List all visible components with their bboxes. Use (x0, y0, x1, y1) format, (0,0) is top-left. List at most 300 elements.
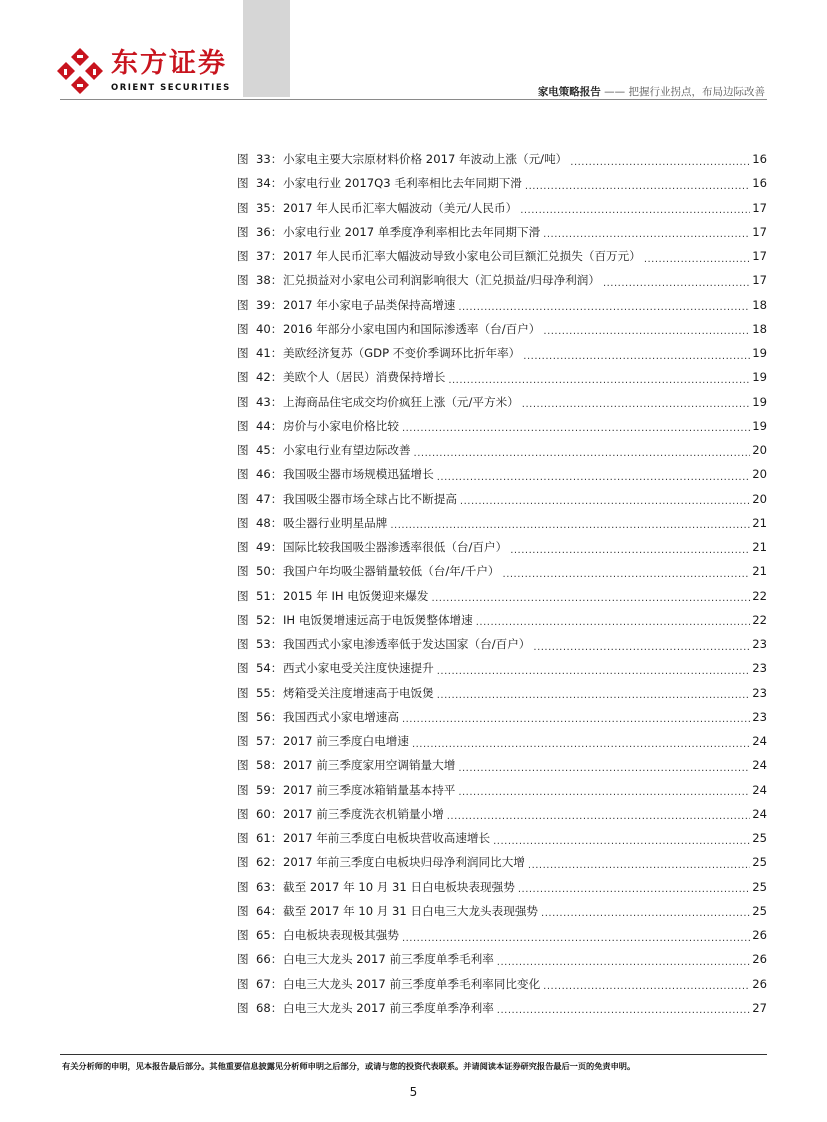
figure-prefix: 图 (237, 515, 249, 530)
figure-page: 24 (752, 806, 767, 821)
toc-entry[interactable] (237, 875, 767, 899)
figure-title: 美欧个人（居民）消费保持增长 (283, 370, 446, 385)
figure-colon: ： (270, 758, 283, 773)
figure-number: 56 (255, 709, 271, 724)
toc-entry[interactable] (237, 753, 767, 777)
figure-title: 小家电行业有望边际改善 (283, 443, 411, 458)
toc-entry[interactable] (237, 972, 767, 996)
figure-prefix: 图 (237, 637, 249, 652)
figure-number: 68 (255, 1000, 271, 1015)
figure-title: 汇兑损益对小家电公司利润影响很大（汇兑损益/归母净利润） (283, 273, 600, 288)
figure-prefix: 图 (237, 588, 249, 603)
dot-leader (510, 542, 750, 555)
figure-title: 西式小家电受关注度快速提升 (283, 661, 434, 676)
brand-logo (55, 46, 230, 96)
figure-colon: ： (270, 661, 283, 676)
figure-number: 62 (255, 855, 271, 870)
figure-spacer (249, 783, 256, 797)
figure-prefix: 图 (237, 564, 249, 579)
toc-entry[interactable] (237, 341, 767, 365)
dot-leader (543, 226, 750, 239)
figure-prefix: 图 (237, 734, 249, 749)
figure-number: 63 (255, 879, 271, 894)
figure-label (237, 588, 283, 604)
figure-prefix: 图 (237, 176, 249, 191)
figure-page: 22 (752, 612, 767, 627)
dot-leader (570, 154, 750, 167)
brand-name-cn: 东方证券 (111, 48, 227, 79)
figure-colon: ： (270, 734, 283, 749)
figure-colon: ： (270, 176, 283, 191)
header-separator: —— (604, 86, 626, 98)
figure-spacer (249, 758, 256, 772)
figure-spacer (249, 322, 256, 336)
figure-colon: ： (270, 467, 283, 482)
figure-colon: ： (270, 709, 283, 724)
toc-entry[interactable] (237, 681, 767, 705)
figure-prefix: 图 (237, 952, 249, 967)
figure-title: 2017 前三季度白电增速 (283, 734, 409, 749)
toc-entry[interactable] (237, 778, 767, 802)
figure-colon: ： (270, 782, 283, 797)
dot-leader (476, 614, 751, 627)
figure-page: 17 (752, 224, 767, 239)
figure-label (237, 321, 283, 337)
figure-prefix: 图 (237, 855, 249, 870)
figure-number: 60 (255, 806, 271, 821)
figure-spacer (249, 904, 256, 918)
figure-page: 23 (752, 709, 767, 724)
figure-number: 41 (255, 346, 271, 361)
figure-title: 截至 2017 年 10 月 31 日白电三大龙头表现强势 (283, 903, 539, 918)
toc-entry[interactable] (237, 608, 767, 632)
figure-colon: ： (270, 1000, 283, 1015)
figure-colon: ： (270, 637, 283, 652)
figure-colon: ： (270, 903, 283, 918)
figure-label (237, 491, 283, 507)
figure-colon: ： (270, 588, 283, 603)
dot-leader (402, 420, 750, 433)
toc-entry[interactable] (237, 147, 767, 171)
figure-title: 我国户年均吸尘器销量较低（台/年/千户） (283, 564, 500, 579)
figure-spacer (249, 1001, 256, 1015)
figure-prefix: 图 (237, 661, 249, 676)
figure-spacer (249, 419, 256, 433)
dot-leader (402, 930, 750, 943)
figure-colon: ： (270, 831, 283, 846)
figure-prefix: 图 (237, 782, 249, 797)
figure-page: 20 (752, 491, 767, 506)
figure-label (237, 854, 283, 870)
figure-number: 49 (255, 540, 271, 555)
figure-title: 我国吸尘器市场全球占比不断提高 (283, 491, 457, 506)
figure-title: 房价与小家电价格比较 (283, 418, 399, 433)
figure-spacer (249, 540, 256, 554)
toc-entry[interactable] (237, 365, 767, 389)
figure-number: 34 (255, 176, 271, 191)
figure-spacer (249, 298, 256, 312)
toc-entry[interactable] (237, 826, 767, 850)
toc-entry[interactable] (237, 487, 767, 511)
dot-leader (541, 905, 750, 918)
figure-colon: ： (270, 952, 283, 967)
figure-title: 2017 年人民币汇率大幅波动导致小家电公司巨额汇兑损失（百万元） (283, 249, 641, 264)
figure-page: 20 (752, 443, 767, 458)
figure-spacer (249, 952, 256, 966)
figure-spacer (249, 346, 256, 360)
figure-number: 39 (255, 297, 271, 312)
figure-number: 59 (255, 782, 271, 797)
toc-entry[interactable] (237, 268, 767, 292)
figure-spacer (249, 977, 256, 991)
dot-leader (603, 275, 750, 288)
figure-page: 17 (752, 273, 767, 288)
figure-number: 40 (255, 321, 271, 336)
figure-label (237, 297, 283, 313)
toc-entry[interactable] (237, 559, 767, 583)
figure-colon: ： (270, 443, 283, 458)
page-number: 5 (409, 1085, 418, 1099)
figure-prefix: 图 (237, 443, 249, 458)
figure-prefix: 图 (237, 152, 249, 167)
toc-entry[interactable] (237, 632, 767, 656)
figure-spacer (249, 589, 256, 603)
figure-label (237, 442, 283, 458)
figure-title: 我国吸尘器市场规模迅猛增长 (283, 467, 434, 482)
footer-divider (60, 1054, 767, 1055)
figure-number: 51 (255, 588, 271, 603)
figure-spacer (249, 467, 256, 481)
figure-title: 小家电主要大宗原材料价格 2017 年波动上涨（元/吨） (283, 152, 568, 167)
toc-entry[interactable] (237, 244, 767, 268)
figure-number: 57 (255, 734, 271, 749)
figure-number: 43 (255, 394, 271, 409)
figure-page: 19 (752, 346, 767, 361)
figure-number: 47 (255, 491, 271, 506)
figure-page: 26 (752, 928, 767, 943)
toc-entry[interactable] (237, 196, 767, 220)
figure-number: 67 (255, 976, 271, 991)
figure-title: 美欧经济复苏（GDP 不变价季调环比折年率） (283, 346, 521, 361)
dot-leader (525, 178, 750, 191)
report-subtitle: 把握行业拐点，布局边际改善 (628, 86, 765, 98)
figure-prefix: 图 (237, 249, 249, 264)
figure-number: 37 (255, 249, 271, 264)
figure-title: 我国西式小家电渗透率低于发达国家（台/百户） (283, 637, 531, 652)
figure-colon: ： (270, 370, 283, 385)
figure-spacer (249, 395, 256, 409)
figure-label (237, 539, 283, 555)
toc-entry[interactable] (237, 656, 767, 680)
figure-page: 24 (752, 734, 767, 749)
dot-leader (518, 881, 750, 894)
figure-spacer (249, 734, 256, 748)
figure-colon: ： (270, 297, 283, 312)
figure-spacer (249, 152, 256, 166)
toc-entry[interactable] (237, 390, 767, 414)
dot-leader (402, 711, 750, 724)
toc-entry[interactable] (237, 996, 767, 1020)
figure-colon: ： (270, 249, 283, 264)
figure-label (237, 806, 283, 822)
orient-logo-icon (55, 46, 105, 96)
dot-leader (493, 833, 750, 846)
figure-number: 55 (255, 685, 271, 700)
figure-page: 18 (752, 297, 767, 312)
figure-label (237, 151, 283, 167)
figure-title: 2017 前三季度冰箱销量基本持平 (283, 782, 456, 797)
figure-colon: ： (270, 612, 283, 627)
dot-leader (497, 1002, 750, 1015)
report-header (538, 84, 765, 99)
figure-title: 2017 年前三季度白电板块营收高速增长 (283, 831, 491, 846)
figure-number: 36 (255, 224, 271, 239)
figure-spacer (249, 176, 256, 190)
figure-label (237, 709, 283, 725)
figure-page: 19 (752, 418, 767, 433)
figure-prefix: 图 (237, 467, 249, 482)
figure-number: 45 (255, 443, 271, 458)
figure-label (237, 175, 283, 191)
figure-page: 25 (752, 855, 767, 870)
figure-spacer (249, 564, 256, 578)
figure-title: 2017 前三季度家用空调销量大增 (283, 758, 456, 773)
dot-leader (533, 639, 750, 652)
figure-page: 27 (752, 1000, 767, 1015)
figure-spacer (249, 831, 256, 845)
figure-label (237, 224, 283, 240)
figure-prefix: 图 (237, 540, 249, 555)
figure-number: 54 (255, 661, 271, 676)
figure-spacer (249, 637, 256, 651)
figure-title: 白电三大龙头 2017 前三季度单季净利率 (283, 1000, 494, 1015)
toc-entry[interactable] (237, 438, 767, 462)
figure-colon: ： (270, 346, 283, 361)
figure-number: 52 (255, 612, 271, 627)
figure-spacer (249, 880, 256, 894)
figure-prefix: 图 (237, 709, 249, 724)
toc-entry[interactable] (237, 220, 767, 244)
figure-label (237, 466, 283, 482)
dot-leader (448, 372, 750, 385)
figure-page: 17 (752, 249, 767, 264)
figure-spacer (249, 273, 256, 287)
figure-spacer (249, 492, 256, 506)
figure-prefix: 图 (237, 928, 249, 943)
toc-entry[interactable] (237, 584, 767, 608)
dot-leader (644, 251, 750, 264)
figure-title: 2016 年部分小家电国内和国际渗透率（台/百户） (283, 321, 541, 336)
figure-colon: ： (270, 418, 283, 433)
figure-spacer (249, 686, 256, 700)
figure-title: 白电板块表现极其强势 (283, 928, 399, 943)
toc-entry[interactable] (237, 705, 767, 729)
figure-label (237, 563, 283, 579)
dot-leader (437, 687, 751, 700)
toc-entry[interactable] (237, 729, 767, 753)
figure-label (237, 200, 283, 216)
figure-prefix: 图 (237, 879, 249, 894)
figure-spacer (249, 710, 256, 724)
figure-title: 小家电行业 2017Q3 毛利率相比去年同期下滑 (283, 176, 522, 191)
toc-entry[interactable] (237, 462, 767, 486)
header-divider (60, 99, 767, 100)
figure-colon: ： (270, 273, 283, 288)
figure-prefix: 图 (237, 297, 249, 312)
figure-label (237, 879, 283, 895)
figure-number: 44 (255, 418, 271, 433)
figure-page: 24 (752, 758, 767, 773)
figure-page: 20 (752, 467, 767, 482)
dot-leader (528, 857, 750, 870)
figure-label (237, 369, 283, 385)
figure-number: 66 (255, 952, 271, 967)
figure-number: 58 (255, 758, 271, 773)
figure-prefix: 图 (237, 321, 249, 336)
figure-spacer (249, 613, 256, 627)
report-type: 家电策略报告 (537, 86, 601, 98)
toc-entry[interactable] (237, 802, 767, 826)
figure-page: 25 (752, 831, 767, 846)
figure-label (237, 394, 283, 410)
figure-page: 23 (752, 637, 767, 652)
figure-number: 53 (255, 637, 271, 652)
figure-label (237, 418, 283, 434)
toc-entry[interactable] (237, 171, 767, 195)
figure-label (237, 248, 283, 264)
figure-title: 吸尘器行业明星品牌 (283, 515, 388, 530)
dot-leader (437, 469, 751, 482)
figure-prefix: 图 (237, 200, 249, 215)
figure-title: 白电三大龙头 2017 前三季度单季毛利率同比变化 (283, 976, 541, 991)
figure-spacer (249, 807, 256, 821)
figure-number: 35 (255, 200, 271, 215)
dot-leader (520, 202, 750, 215)
dot-leader (458, 299, 750, 312)
figure-title: 上海商品住宅成交均价疯狂上涨（元/平方米） (283, 394, 519, 409)
dot-leader (437, 663, 751, 676)
figure-title: 小家电行业 2017 单季度净利率相比去年同期下滑 (283, 224, 541, 239)
figure-list (237, 147, 767, 1020)
figure-prefix: 图 (237, 758, 249, 773)
figure-page: 21 (752, 515, 767, 530)
toc-entry[interactable] (237, 535, 767, 559)
figure-prefix: 图 (237, 831, 249, 846)
figure-spacer (249, 661, 256, 675)
toc-entry[interactable] (237, 317, 767, 341)
figure-colon: ： (270, 491, 283, 506)
figure-number: 50 (255, 564, 271, 579)
figure-prefix: 图 (237, 394, 249, 409)
figure-colon: ： (270, 515, 283, 530)
dot-leader (523, 348, 750, 361)
figure-title: IH 电饭煲增速远高于电饭煲整体增速 (283, 612, 473, 627)
figure-title: 截至 2017 年 10 月 31 日白电板块表现强势 (283, 879, 515, 894)
figure-label (237, 927, 283, 943)
figure-spacer (249, 225, 256, 239)
dot-leader (543, 978, 750, 991)
figure-label (237, 612, 283, 628)
toc-entry[interactable] (237, 947, 767, 971)
figure-page: 23 (752, 661, 767, 676)
figure-spacer (249, 201, 256, 215)
figure-title: 2017 前三季度洗衣机销量小增 (283, 806, 444, 821)
figure-number: 33 (255, 152, 271, 167)
figure-label (237, 685, 283, 701)
figure-spacer (249, 928, 256, 942)
figure-page: 18 (752, 321, 767, 336)
figure-title: 2017 年前三季度白电板块归母净利润同比大增 (283, 855, 525, 870)
figure-label (237, 636, 283, 652)
figure-colon: ： (270, 855, 283, 870)
toc-entry[interactable] (237, 850, 767, 874)
figure-page: 19 (752, 370, 767, 385)
toc-entry[interactable] (237, 511, 767, 535)
figure-colon: ： (270, 540, 283, 555)
figure-colon: ： (270, 200, 283, 215)
toc-entry[interactable] (237, 293, 767, 317)
toc-entry[interactable] (237, 899, 767, 923)
figure-number: 48 (255, 515, 271, 530)
figure-label (237, 515, 283, 531)
figure-label (237, 951, 283, 967)
dot-leader (503, 566, 751, 579)
figure-number: 42 (255, 370, 271, 385)
figure-colon: ： (270, 806, 283, 821)
figure-page: 21 (752, 540, 767, 555)
header-decor-bar (243, 0, 290, 97)
figure-page: 26 (752, 952, 767, 967)
figure-label (237, 1000, 283, 1016)
figure-page: 23 (752, 685, 767, 700)
figure-colon: ： (270, 879, 283, 894)
figure-prefix: 图 (237, 273, 249, 288)
figure-spacer (249, 516, 256, 530)
figure-prefix: 图 (237, 418, 249, 433)
figure-colon: ： (270, 224, 283, 239)
figure-colon: ： (270, 685, 283, 700)
dot-leader (447, 808, 751, 821)
figure-spacer (249, 855, 256, 869)
toc-entry[interactable] (237, 923, 767, 947)
figure-label (237, 757, 283, 773)
brand-name-en: ORIENT SECURITIES (111, 83, 231, 93)
figure-label (237, 830, 283, 846)
figure-prefix: 图 (237, 1000, 249, 1015)
figure-page: 25 (752, 903, 767, 918)
dot-leader (460, 493, 750, 506)
figure-prefix: 图 (237, 612, 249, 627)
figure-title: 我国西式小家电增速高 (283, 709, 399, 724)
figure-number: 64 (255, 903, 271, 918)
figure-prefix: 图 (237, 370, 249, 385)
figure-title: 烤箱受关注度增速高于电饭煲 (283, 685, 434, 700)
dot-leader (412, 736, 750, 749)
figure-prefix: 图 (237, 224, 249, 239)
figure-colon: ： (270, 394, 283, 409)
dot-leader (522, 396, 750, 409)
figure-prefix: 图 (237, 976, 249, 991)
toc-entry[interactable] (237, 414, 767, 438)
figure-page: 17 (752, 200, 767, 215)
figure-page: 16 (752, 176, 767, 191)
figure-label (237, 976, 283, 992)
figure-number: 46 (255, 467, 271, 482)
figure-page: 25 (752, 879, 767, 894)
dot-leader (431, 590, 750, 603)
figure-page: 22 (752, 588, 767, 603)
figure-spacer (249, 249, 256, 263)
